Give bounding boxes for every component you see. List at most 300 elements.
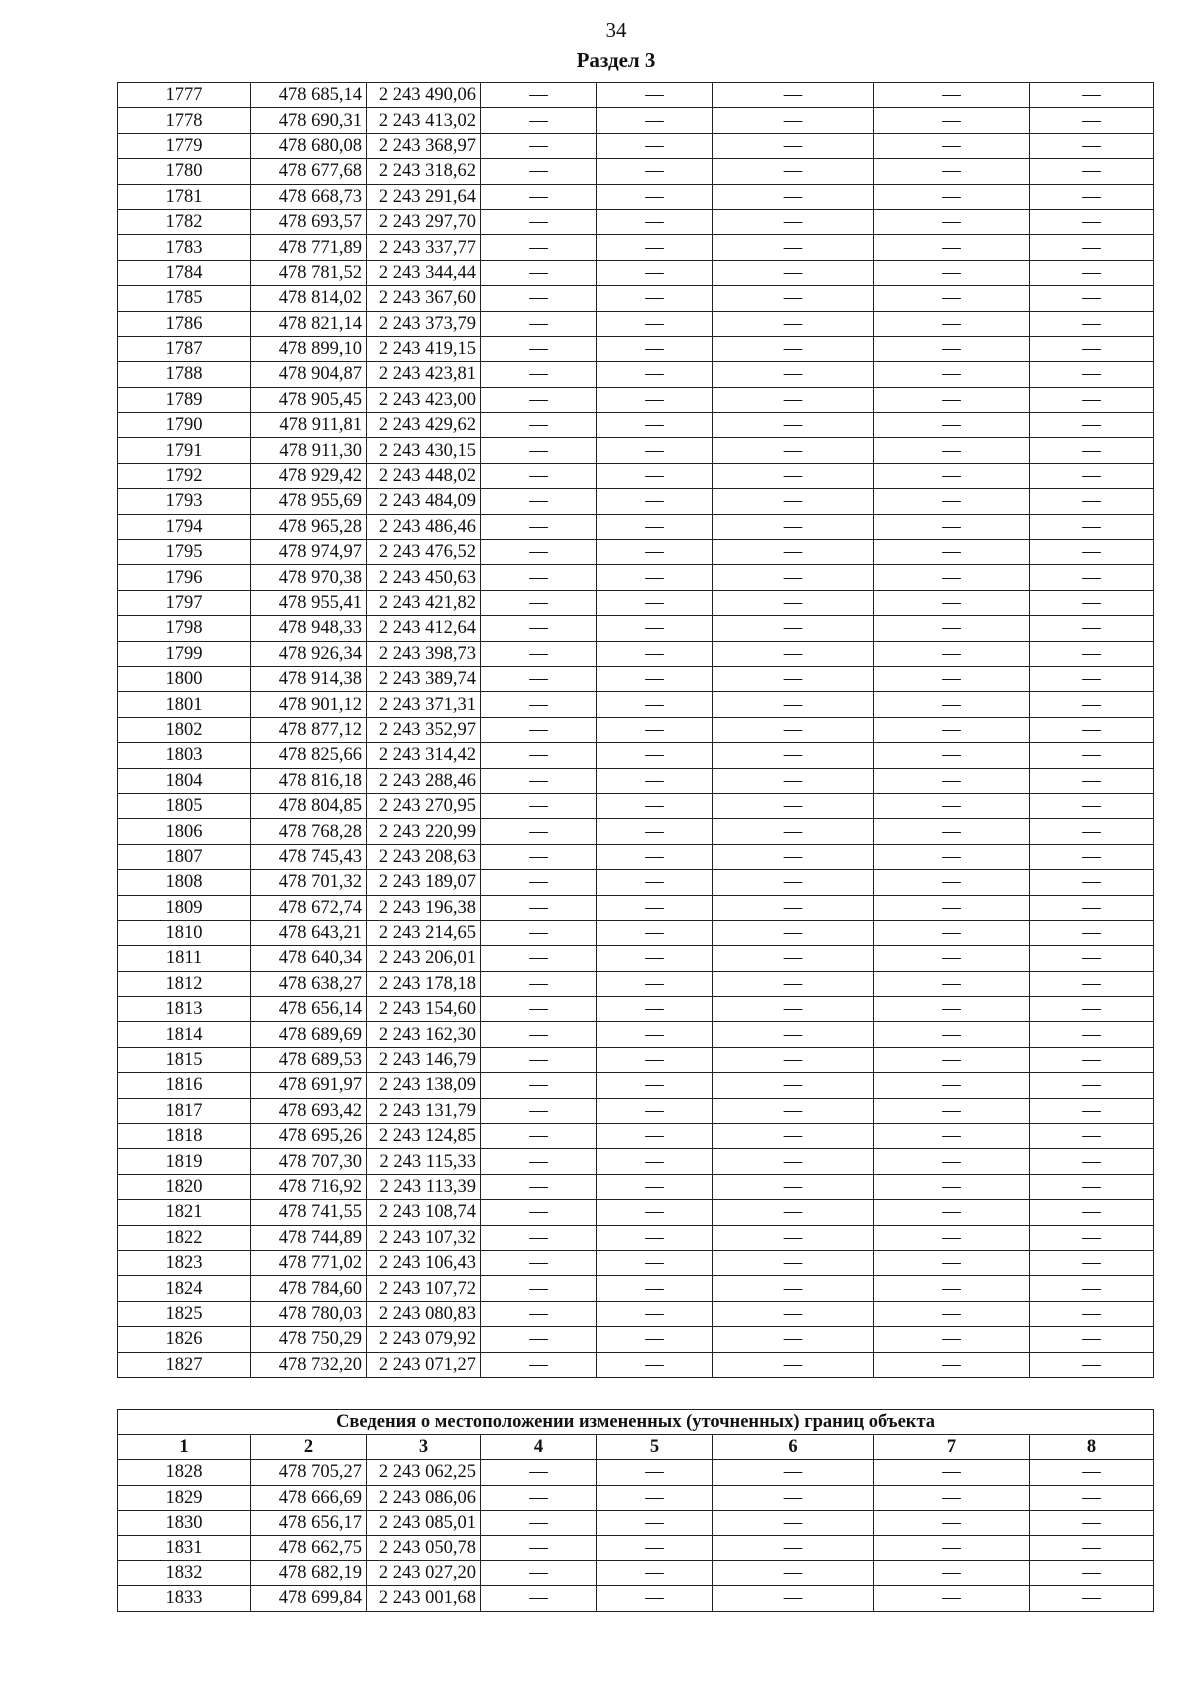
empty-value-cell: — [597,540,713,565]
empty-value-cell: — [481,1098,597,1123]
empty-value-cell: — [597,590,713,615]
empty-value-cell: — [713,1124,874,1149]
empty-value-cell: — [1030,1301,1154,1326]
empty-value-cell: — [1030,1460,1154,1485]
y-coordinate-cell: 2 243 367,60 [367,286,481,311]
empty-value-cell: — [713,997,874,1022]
empty-value-cell: — [481,387,597,412]
empty-value-cell: — [713,844,874,869]
y-coordinate-cell: 2 243 419,15 [367,336,481,361]
empty-value-cell: — [874,920,1030,945]
y-coordinate-cell: 2 243 178,18 [367,971,481,996]
empty-value-cell: — [597,1098,713,1123]
table-row [118,666,1154,691]
empty-value-cell: — [481,1561,597,1586]
empty-value-cell: — [481,1276,597,1301]
empty-value-cell: — [481,438,597,463]
table-row [118,463,1154,488]
empty-value-cell: — [874,1510,1030,1535]
table-row [118,1276,1154,1301]
table-row [118,1073,1154,1098]
empty-value-cell: — [1030,819,1154,844]
point-number-cell: 1793 [118,489,251,514]
empty-value-cell: — [874,209,1030,234]
table-caption: Сведения о местоположении измененных (уточненных) границ объекта [118,1410,1154,1435]
empty-value-cell: — [597,159,713,184]
x-coordinate-cell: 478 905,45 [251,387,367,412]
x-coordinate-cell: 478 911,81 [251,413,367,438]
empty-value-cell: — [713,1535,874,1560]
empty-value-cell: — [713,768,874,793]
empty-value-cell: — [1030,1510,1154,1535]
point-number-cell: 1792 [118,463,251,488]
empty-value-cell: — [1030,540,1154,565]
empty-value-cell: — [597,286,713,311]
empty-value-cell: — [713,1022,874,1047]
empty-value-cell: — [597,1352,713,1377]
empty-value-cell: — [713,743,874,768]
empty-value-cell: — [713,311,874,336]
empty-value-cell: — [713,1276,874,1301]
x-coordinate-cell: 478 771,02 [251,1250,367,1275]
point-number-cell: 1799 [118,641,251,666]
empty-value-cell: — [1030,1352,1154,1377]
empty-value-cell: — [874,1250,1030,1275]
empty-value-cell: — [481,565,597,590]
empty-value-cell: — [481,1485,597,1510]
empty-value-cell: — [597,1149,713,1174]
empty-value-cell: — [597,1200,713,1225]
empty-value-cell: — [481,108,597,133]
empty-value-cell: — [1030,286,1154,311]
empty-value-cell: — [874,1225,1030,1250]
point-number-cell: 1819 [118,1149,251,1174]
empty-value-cell: — [874,616,1030,641]
empty-value-cell: — [874,819,1030,844]
point-number-cell: 1830 [118,1510,251,1535]
empty-value-cell: — [481,489,597,514]
table-row [118,641,1154,666]
empty-value-cell: — [481,159,597,184]
y-coordinate-cell: 2 243 490,06 [367,83,481,108]
empty-value-cell: — [874,1174,1030,1199]
point-number-cell: 1816 [118,1073,251,1098]
empty-value-cell: — [597,1485,713,1510]
empty-value-cell: — [481,1535,597,1560]
x-coordinate-cell: 478 677,68 [251,159,367,184]
x-coordinate-cell: 478 750,29 [251,1327,367,1352]
x-coordinate-cell: 478 970,38 [251,565,367,590]
table-row [118,1022,1154,1047]
empty-value-cell: — [874,1460,1030,1485]
empty-value-cell: — [713,1352,874,1377]
empty-value-cell: — [713,666,874,691]
empty-value-cell: — [597,1327,713,1352]
empty-value-cell: — [481,870,597,895]
empty-value-cell: — [713,641,874,666]
point-number-cell: 1820 [118,1174,251,1199]
x-coordinate-cell: 478 741,55 [251,1200,367,1225]
empty-value-cell: — [481,184,597,209]
y-coordinate-cell: 2 243 476,52 [367,540,481,565]
empty-value-cell: — [597,1250,713,1275]
table-row [118,1561,1154,1586]
y-coordinate-cell: 2 243 429,62 [367,413,481,438]
empty-value-cell: — [713,971,874,996]
y-coordinate-cell: 2 243 448,02 [367,463,481,488]
point-number-cell: 1809 [118,895,251,920]
y-coordinate-cell: 2 243 413,02 [367,108,481,133]
point-number-cell: 1810 [118,920,251,945]
empty-value-cell: — [713,895,874,920]
empty-value-cell: — [713,540,874,565]
table-row [118,1535,1154,1560]
empty-value-cell: — [874,438,1030,463]
table-row [118,1586,1154,1611]
empty-value-cell: — [874,692,1030,717]
empty-value-cell: — [874,336,1030,361]
empty-value-cell: — [713,870,874,895]
table-row [118,1124,1154,1149]
empty-value-cell: — [874,565,1030,590]
point-number-cell: 1785 [118,286,251,311]
empty-value-cell: — [481,844,597,869]
empty-value-cell: — [597,565,713,590]
point-number-cell: 1795 [118,540,251,565]
x-coordinate-cell: 478 825,66 [251,743,367,768]
empty-value-cell: — [481,819,597,844]
empty-value-cell: — [597,1510,713,1535]
empty-value-cell: — [713,387,874,412]
empty-value-cell: — [481,1073,597,1098]
point-number-cell: 1800 [118,666,251,691]
table-row [118,1327,1154,1352]
y-coordinate-cell: 2 243 344,44 [367,260,481,285]
y-coordinate-cell: 2 243 113,39 [367,1174,481,1199]
empty-value-cell: — [1030,768,1154,793]
empty-value-cell: — [597,743,713,768]
empty-value-cell: — [874,184,1030,209]
table-row [118,489,1154,514]
empty-value-cell: — [713,362,874,387]
empty-value-cell: — [481,463,597,488]
empty-value-cell: — [874,235,1030,260]
empty-value-cell: — [874,387,1030,412]
table-row [118,260,1154,285]
empty-value-cell: — [713,692,874,717]
x-coordinate-cell: 478 668,73 [251,184,367,209]
empty-value-cell: — [1030,413,1154,438]
empty-value-cell: — [1030,946,1154,971]
y-coordinate-cell: 2 243 108,74 [367,1200,481,1225]
point-number-cell: 1796 [118,565,251,590]
point-number-cell: 1805 [118,793,251,818]
x-coordinate-cell: 478 745,43 [251,844,367,869]
point-number-cell: 1825 [118,1301,251,1326]
empty-value-cell: — [1030,83,1154,108]
empty-value-cell: — [713,1510,874,1535]
table-row [118,1225,1154,1250]
empty-value-cell: — [597,83,713,108]
empty-value-cell: — [597,260,713,285]
empty-value-cell: — [1030,590,1154,615]
table-row [118,311,1154,336]
empty-value-cell: — [713,336,874,361]
point-number-cell: 1784 [118,260,251,285]
x-coordinate-cell: 478 699,84 [251,1586,367,1611]
empty-value-cell: — [713,1174,874,1199]
point-number-cell: 1827 [118,1352,251,1377]
empty-value-cell: — [1030,666,1154,691]
y-coordinate-cell: 2 243 106,43 [367,1250,481,1275]
point-number-cell: 1813 [118,997,251,1022]
column-header: 3 [367,1435,481,1460]
changed-boundaries-table [117,1409,1154,1612]
empty-value-cell: — [597,971,713,996]
x-coordinate-cell: 478 705,27 [251,1460,367,1485]
point-number-cell: 1812 [118,971,251,996]
empty-value-cell: — [874,1200,1030,1225]
y-coordinate-cell: 2 243 124,85 [367,1124,481,1149]
y-coordinate-cell: 2 243 430,15 [367,438,481,463]
x-coordinate-cell: 478 914,38 [251,666,367,691]
y-coordinate-cell: 2 243 001,68 [367,1586,481,1611]
empty-value-cell: — [481,413,597,438]
empty-value-cell: — [713,1586,874,1611]
empty-value-cell: — [874,870,1030,895]
empty-value-cell: — [874,514,1030,539]
x-coordinate-cell: 478 955,69 [251,489,367,514]
empty-value-cell: — [481,946,597,971]
empty-value-cell: — [597,1047,713,1072]
y-coordinate-cell: 2 243 288,46 [367,768,481,793]
empty-value-cell: — [597,717,713,742]
empty-value-cell: — [1030,717,1154,742]
empty-value-cell: — [597,209,713,234]
table-row [118,1149,1154,1174]
empty-value-cell: — [713,1149,874,1174]
y-coordinate-cell: 2 243 146,79 [367,1047,481,1072]
empty-value-cell: — [1030,565,1154,590]
empty-value-cell: — [481,768,597,793]
empty-value-cell: — [1030,997,1154,1022]
empty-value-cell: — [597,133,713,158]
empty-value-cell: — [481,1250,597,1275]
point-number-cell: 1823 [118,1250,251,1275]
y-coordinate-cell: 2 243 412,64 [367,616,481,641]
empty-value-cell: — [481,1352,597,1377]
empty-value-cell: — [481,1149,597,1174]
point-number-cell: 1831 [118,1535,251,1560]
point-number-cell: 1789 [118,387,251,412]
column-header: 5 [597,1435,713,1460]
point-number-cell: 1788 [118,362,251,387]
empty-value-cell: — [713,1561,874,1586]
empty-value-cell: — [481,616,597,641]
empty-value-cell: — [874,971,1030,996]
y-coordinate-cell: 2 243 206,01 [367,946,481,971]
empty-value-cell: — [874,311,1030,336]
y-coordinate-cell: 2 243 314,42 [367,743,481,768]
empty-value-cell: — [481,1301,597,1326]
table-row [118,540,1154,565]
empty-value-cell: — [874,286,1030,311]
y-coordinate-cell: 2 243 297,70 [367,209,481,234]
y-coordinate-cell: 2 243 162,30 [367,1022,481,1047]
empty-value-cell: — [481,971,597,996]
y-coordinate-cell: 2 243 352,97 [367,717,481,742]
empty-value-cell: — [597,768,713,793]
empty-value-cell: — [481,1460,597,1485]
empty-value-cell: — [874,1276,1030,1301]
x-coordinate-cell: 478 691,97 [251,1073,367,1098]
empty-value-cell: — [713,184,874,209]
empty-value-cell: — [597,387,713,412]
empty-value-cell: — [481,311,597,336]
empty-value-cell: — [1030,616,1154,641]
x-coordinate-cell: 478 656,17 [251,1510,367,1535]
column-header: 2 [251,1435,367,1460]
y-coordinate-cell: 2 243 085,01 [367,1510,481,1535]
empty-value-cell: — [481,83,597,108]
empty-value-cell: — [481,209,597,234]
empty-value-cell: — [597,463,713,488]
empty-value-cell: — [597,1022,713,1047]
x-coordinate-cell: 478 682,19 [251,1561,367,1586]
empty-value-cell: — [874,895,1030,920]
y-coordinate-cell: 2 243 107,32 [367,1225,481,1250]
empty-value-cell: — [713,1485,874,1510]
section-title: Раздел 3 [576,48,656,72]
table-row [118,83,1154,108]
table-row [118,514,1154,539]
point-number-cell: 1791 [118,438,251,463]
empty-value-cell: — [597,793,713,818]
table-row [118,438,1154,463]
empty-value-cell: — [597,844,713,869]
column-header: 6 [713,1435,874,1460]
table-row [118,819,1154,844]
empty-value-cell: — [597,997,713,1022]
empty-value-cell: — [1030,260,1154,285]
empty-value-cell: — [874,1149,1030,1174]
x-coordinate-cell: 478 680,08 [251,133,367,158]
y-coordinate-cell: 2 243 450,63 [367,565,481,590]
empty-value-cell: — [874,1561,1030,1586]
empty-value-cell: — [597,514,713,539]
table-row [118,870,1154,895]
empty-value-cell: — [481,1047,597,1072]
empty-value-cell: — [597,666,713,691]
x-coordinate-cell: 478 784,60 [251,1276,367,1301]
table-row [118,413,1154,438]
point-number-cell: 1779 [118,133,251,158]
empty-value-cell: — [713,260,874,285]
empty-value-cell: — [1030,1535,1154,1560]
empty-value-cell: — [597,946,713,971]
empty-value-cell: — [713,1327,874,1352]
empty-value-cell: — [713,616,874,641]
y-coordinate-cell: 2 243 086,06 [367,1485,481,1510]
empty-value-cell: — [1030,184,1154,209]
empty-value-cell: — [1030,844,1154,869]
empty-value-cell: — [597,870,713,895]
point-number-cell: 1790 [118,413,251,438]
table-row [118,1098,1154,1123]
empty-value-cell: — [713,717,874,742]
table-row [118,362,1154,387]
x-coordinate-cell: 478 662,75 [251,1535,367,1560]
x-coordinate-cell: 478 899,10 [251,336,367,361]
empty-value-cell: — [874,844,1030,869]
point-number-cell: 1782 [118,209,251,234]
empty-value-cell: — [481,286,597,311]
empty-value-cell: — [1030,895,1154,920]
table-row [118,590,1154,615]
empty-value-cell: — [1030,108,1154,133]
empty-value-cell: — [1030,1149,1154,1174]
y-coordinate-cell: 2 243 220,99 [367,819,481,844]
x-coordinate-cell: 478 732,20 [251,1352,367,1377]
empty-value-cell: — [874,666,1030,691]
empty-value-cell: — [597,692,713,717]
empty-value-cell: — [713,920,874,945]
point-number-cell: 1814 [118,1022,251,1047]
empty-value-cell: — [597,1124,713,1149]
y-coordinate-cell: 2 243 421,82 [367,590,481,615]
empty-value-cell: — [874,997,1030,1022]
empty-value-cell: — [713,1098,874,1123]
empty-value-cell: — [874,793,1030,818]
column-header-row [118,1435,1154,1460]
empty-value-cell: — [1030,793,1154,818]
table-row [118,997,1154,1022]
table-row [118,895,1154,920]
point-number-cell: 1822 [118,1225,251,1250]
table-row [118,1460,1154,1485]
empty-value-cell: — [481,997,597,1022]
empty-value-cell: — [597,1225,713,1250]
empty-value-cell: — [1030,1098,1154,1123]
empty-value-cell: — [481,1586,597,1611]
column-header: 4 [481,1435,597,1460]
empty-value-cell: — [481,514,597,539]
point-number-cell: 1828 [118,1460,251,1485]
table-row [118,1485,1154,1510]
table-row [118,793,1154,818]
x-coordinate-cell: 478 955,41 [251,590,367,615]
point-number-cell: 1780 [118,159,251,184]
y-coordinate-cell: 2 243 196,38 [367,895,481,920]
y-coordinate-cell: 2 243 373,79 [367,311,481,336]
y-coordinate-cell: 2 243 371,31 [367,692,481,717]
x-coordinate-cell: 478 816,18 [251,768,367,793]
empty-value-cell: — [874,1327,1030,1352]
empty-value-cell: — [874,1022,1030,1047]
x-coordinate-cell: 478 771,89 [251,235,367,260]
empty-value-cell: — [481,920,597,945]
y-coordinate-cell: 2 243 368,97 [367,133,481,158]
empty-value-cell: — [597,1460,713,1485]
empty-value-cell: — [597,895,713,920]
empty-value-cell: — [874,1124,1030,1149]
x-coordinate-cell: 478 693,42 [251,1098,367,1123]
empty-value-cell: — [874,1047,1030,1072]
x-coordinate-cell: 478 690,31 [251,108,367,133]
page-number: 34 [605,18,627,42]
empty-value-cell: — [874,717,1030,742]
table-row [118,159,1154,184]
